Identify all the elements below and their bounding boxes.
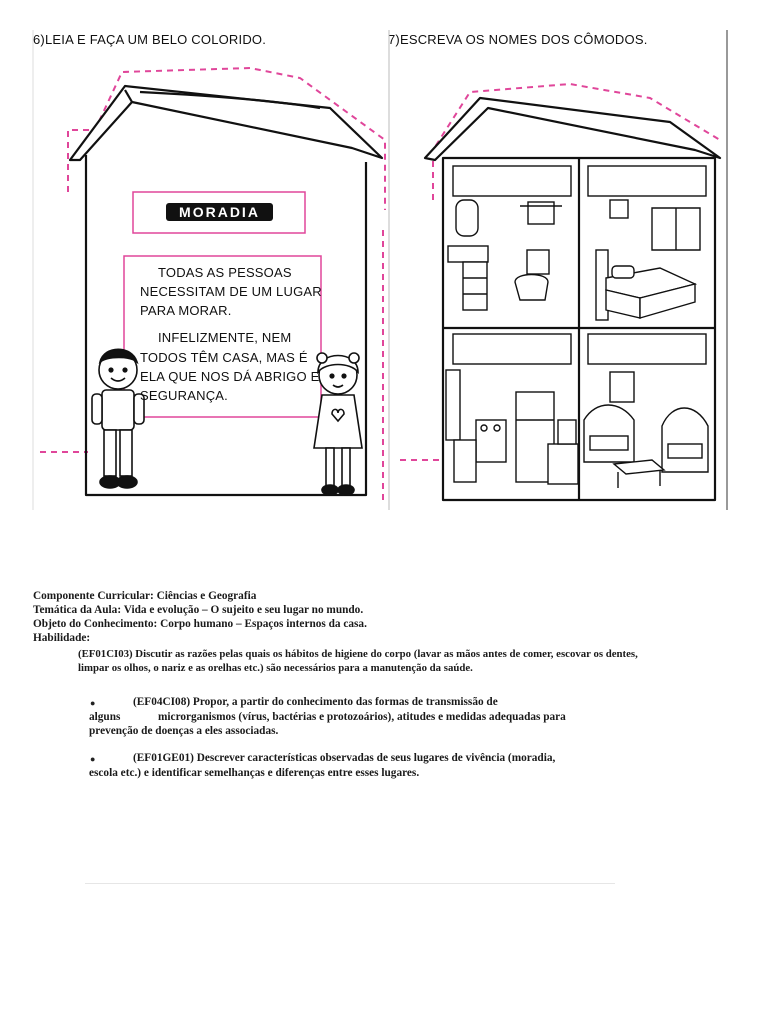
boy-illustration [92, 349, 144, 488]
lesson-theme-line: Temática da Aula: Vida e evolução – O sujeito e seu lugar no mundo. [33, 604, 364, 616]
bathroom-illustration [448, 200, 562, 310]
paragraph2-line1: INFELIZMENTE, NEM [158, 330, 292, 345]
footer-divider [85, 883, 615, 884]
curricular-component-line: Componente Curricular: Ciências e Geografia [33, 590, 257, 602]
girl-illustration [314, 353, 362, 495]
skill2-line1: (EF04CI08) Propor, a partir do conhecimento das formas de transmissão de [133, 696, 498, 708]
paragraph1-line3: PARA MORAR. [140, 303, 232, 318]
skill3-line2: escola etc.) e identificar semelhanças e diferenças entre esses lugares. [89, 767, 420, 779]
skill1-line1: (EF01CI03) Discutir as razões pelas quais os hábitos de higiene do corpo (lavar as mãos antes de comer, escovar os dentes, [78, 648, 638, 660]
paragraph2-line2: TODOS TÊM CASA, MAS É [140, 350, 308, 365]
room-label-box-4 [588, 334, 706, 364]
skill2-line2-rest: microrganismos (vírus, bactérias e protozoários), atitudes e medidas adequadas para [158, 711, 566, 723]
skill2-line2-start: alguns [89, 711, 121, 723]
moradia-label: MORADIA [179, 204, 260, 220]
paragraph1-line1: TODAS AS PESSOAS [158, 265, 292, 280]
room-label-box-1 [453, 166, 571, 196]
skill3-bullet: ● [90, 754, 96, 764]
paragraph2-line3: ELA QUE NOS DÁ ABRIGO E [140, 369, 320, 384]
skill3-line1: (EF01GE01) Descrever características observadas de seus lugares de vivência (moradia, [133, 752, 556, 764]
skill2-bullet: ● [90, 698, 96, 708]
living-room-illustration [584, 372, 708, 488]
skill-heading: Habilidade: [33, 632, 91, 644]
right-activity-title: 7)ESCREVA OS NOMES DOS CÔMODOS. [388, 32, 648, 47]
room-label-box-3 [453, 334, 571, 364]
paragraph2-line4: SEGURANÇA. [140, 388, 228, 403]
room-label-box-2 [588, 166, 706, 196]
skill2-line3: prevenção de doenças a eles associadas. [89, 725, 279, 737]
knowledge-object-line: Objeto do Conhecimento: Corpo humano – Espaços internos da casa. [33, 618, 367, 630]
paragraph1-line2: NECESSITAM DE UM LUGAR [140, 284, 322, 299]
kitchen-illustration [446, 370, 578, 484]
bedroom-illustration [596, 200, 700, 320]
left-activity-title: 6)LEIA E FAÇA UM BELO COLORIDO. [33, 32, 267, 47]
skill1-line2: limpar os olhos, o nariz e as orelhas etc.) são necessários para a manutenção da saúde. [78, 662, 473, 674]
